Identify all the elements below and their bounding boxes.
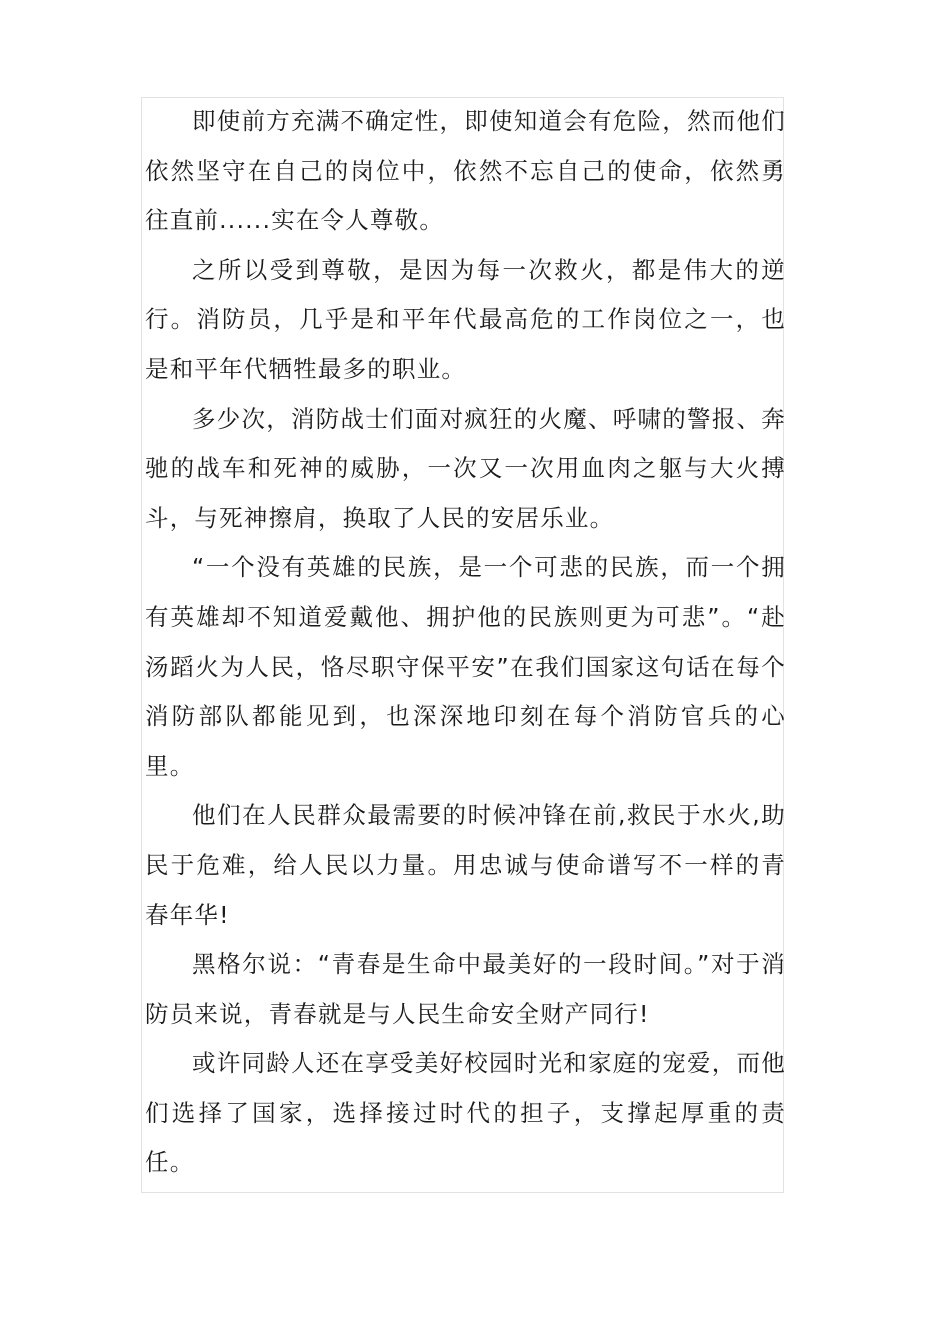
paragraph-3: 多少次，消防战士们面对疯狂的火魔、呼啸的警报、奔驰的战车和死神的威胁，一次又一次用血肉之躯与大火搏斗，与死神擦肩，换取了人民的安居乐业。: [145, 404, 786, 532]
paragraph-2: 之所以受到尊敬，是因为每一次救火，都是伟大的逆行。消防员，几乎是和平年代最高危的工作岗位之一，也是和平年代牺牲最多的职业。: [145, 255, 786, 383]
paragraph-1: 即使前方充满不确定性，即使知道会有危险，然而他们依然坚守在自己的岗位中，依然不忘自己的使命，依然勇往直前......实在令人尊敬。: [145, 107, 786, 235]
paragraph-5: 他们在人民群众最需要的时候冲锋在前,救民于水火,助民于危难，给人民以力量。用忠诚与使命谱写不一样的青春年华!: [145, 801, 786, 929]
paragraph-7: 或许同龄人还在享受美好校园时光和家庭的宠爱，而他们选择了国家，选择接过时代的担子，支撑起厚重的责任。: [145, 1049, 786, 1177]
document-body: [145, 97, 786, 1188]
paragraph-4: “一个没有英雄的民族，是一个可悲的民族，而一个拥有英雄却不知道爱戴他、拥护他的民族则更为可悲”。“赴汤蹈火为人民，恪尽职守保平安”在我们国家这句话在每个消防部队都能见到，也深深地印刻在每个消防官兵的心里。: [145, 553, 786, 780]
paragraph-6: 黑格尔说：“青春是生命中最美好的一段时间。”对于消防员来说，青春就是与人民生命安全财产同行!: [145, 950, 786, 1028]
